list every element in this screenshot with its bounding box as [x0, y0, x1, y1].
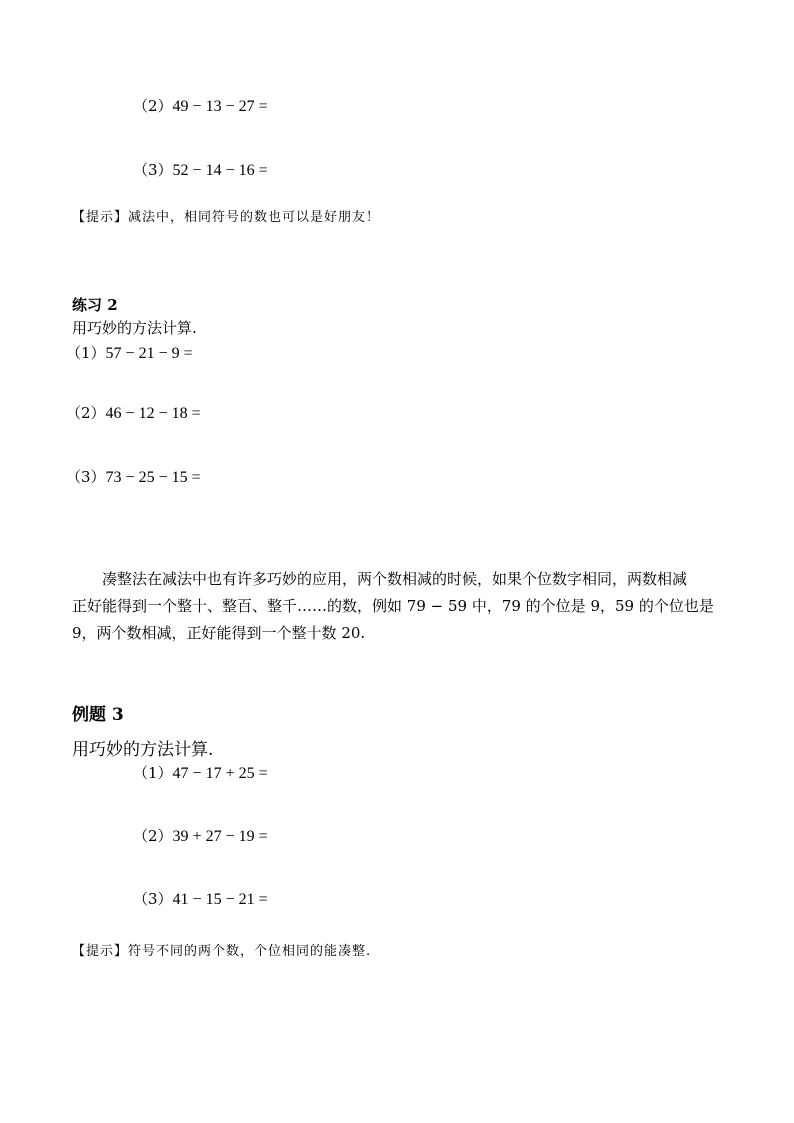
problem-expression: 73 − 25 − 15 = [105, 469, 201, 486]
instruction-text: 用巧妙的方法计算. [72, 319, 197, 337]
paragraph-line: 9，两个数相减，正好能得到一个整十数 20. [72, 624, 366, 642]
problem-expression: 46 − 12 − 18 = [105, 405, 201, 422]
problem-label: （3） [133, 890, 173, 908]
problem-1 [66, 343, 193, 364]
problem-expression: 47 − 17 + 25 = [172, 765, 268, 782]
problem-expression: 41 − 15 − 21 = [172, 891, 268, 908]
instruction-text: 用巧妙的方法计算. [72, 740, 214, 760]
problem-label: （3） [133, 161, 173, 179]
problem-expression: 52 − 14 − 16 = [172, 162, 268, 179]
problem-2 [66, 403, 201, 424]
problem-expression: 49 − 13 − 27 = [172, 98, 268, 115]
problem-2 [133, 96, 268, 117]
explanation-paragraph [72, 566, 732, 647]
problem-expression: 39 + 27 − 19 = [172, 828, 268, 845]
problem-1 [133, 763, 268, 784]
problem-3 [66, 467, 201, 488]
hint-text: 【提示】减法中，相同符号的数也可以是好朋友！ [72, 210, 381, 225]
section-title: 例题 3 [72, 705, 124, 725]
problem-3 [133, 889, 268, 910]
problem-label: （2） [133, 97, 173, 115]
problem-label: （2） [66, 404, 106, 422]
problem-label: （1） [66, 344, 106, 362]
section-title: 练习 2 [72, 296, 118, 314]
problem-2 [133, 826, 268, 847]
problem-expression: 57 − 21 − 9 = [105, 345, 193, 362]
problem-label: （3） [66, 468, 106, 486]
problem-label: （1） [133, 764, 173, 782]
hint-text: 【提示】符号不同的两个数，个位相同的能凑整. [72, 944, 372, 959]
problem-3 [133, 160, 268, 181]
problem-label: （2） [133, 827, 173, 845]
paragraph-line: 正好能得到一个整十、整百、整千……的数，例如 79 − 59 中，79 的个位是 9，59 的个位也是 [72, 597, 714, 615]
paragraph-line: 凑整法在减法中也有许多巧妙的应用，两个数相减的时候，如果个位数字相同，两数相减 [102, 570, 688, 588]
